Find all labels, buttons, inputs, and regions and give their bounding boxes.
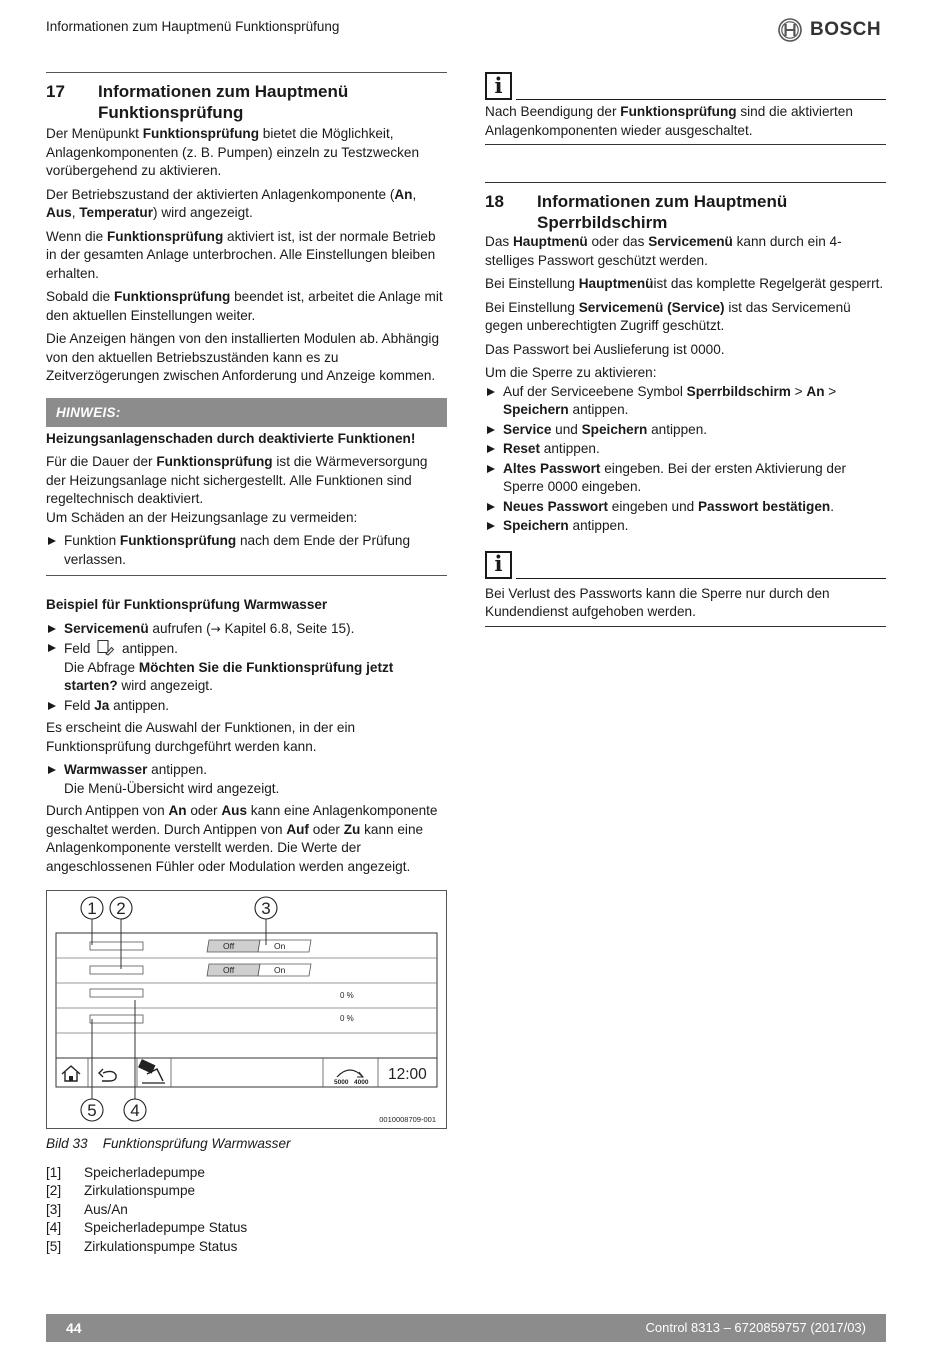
paragraph: Es erscheint die Auswahl der Funktionen, in der ein Funktionsprüfung durchgeführt werden kann.	[46, 720, 356, 754]
page-footer	[46, 1314, 886, 1342]
storage-pump-status-field	[90, 989, 143, 997]
percent-value-1: 0 %	[340, 991, 354, 1000]
toggle-off-label: Off	[223, 965, 235, 975]
callout-1	[81, 897, 103, 919]
list-item: Auf der Serviceebene Symbol Sperrbildschirm > An > Speichern antippen.	[485, 383, 886, 420]
list-item: Feld antippen. Die Abfrage Möchten Sie die Funktionsprüfung jetzt starten? wird angezeigt.	[46, 639, 447, 696]
paragraph: Das Hauptmenü oder das Servicemenü kann durch ein 4-stelliges Passwort geschützt werden.	[485, 234, 842, 268]
list-item: Speichern antippen.	[485, 517, 886, 536]
list-item: Servicemenü aufrufen (→ Kapitel 6.8, Seite 15).	[46, 620, 447, 639]
info-box-2	[485, 551, 886, 579]
dial-value-a: 5000	[334, 1079, 349, 1086]
bosch-logo	[778, 17, 888, 43]
svg-text:3: 3	[261, 899, 271, 918]
list-item: Service und Speichern antippen.	[485, 421, 886, 440]
info-icon: i	[485, 551, 512, 579]
toggle-row-1[interactable]	[207, 940, 311, 952]
notice-label: HINWEIS:	[46, 398, 447, 427]
figure-caption: Bild 33 Funktionsprüfung Warmwasser	[46, 1136, 291, 1151]
left-column	[46, 72, 447, 1256]
notice-box	[46, 427, 447, 577]
section-17-heading	[46, 73, 447, 123]
section-title: Informationen zum Hauptmenü Funktionsprüfung	[98, 82, 349, 122]
list-item: Reset antippen.	[485, 440, 886, 459]
section-title: Informationen zum Hauptmenü Sperrbildschirm	[537, 192, 788, 232]
section-number: 18	[485, 192, 504, 211]
svg-text:1: 1	[87, 899, 97, 918]
callout-2	[110, 897, 132, 919]
paragraph: Um Schäden an der Heizungsanlage zu vermeiden:	[46, 509, 358, 525]
toggle-off-label: Off	[223, 941, 235, 951]
storage-pump-field[interactable]	[90, 942, 143, 950]
clock-time: 12:00	[388, 1066, 427, 1083]
callout-3	[255, 897, 277, 919]
legend-item: [2] Zirkulationspumpe	[46, 1183, 196, 1198]
callout-5	[81, 1099, 103, 1121]
list-item: Altes Passwort eingeben. Bei der ersten Aktivierung der Sperre 0000 eingeben.	[485, 460, 886, 497]
paragraph: Der Menüpunkt Funktionsprüfung bietet die Möglichkeit, Anlagenkomponenten (z. B. Pumpen) einzeln zu Testzwecken vorübergehend zu aktivieren.	[46, 126, 420, 178]
svg-text:2: 2	[116, 899, 126, 918]
paragraph: Um die Sperre zu aktivieren:	[485, 365, 657, 380]
info-text: Nach Beendigung der Funktionsprüfung sind die aktivierten Anlagenkomponenten wieder ausgeschaltet.	[485, 104, 853, 138]
display-screen	[56, 933, 437, 1087]
legend-item: [4] Speicherladepumpe Status	[46, 1220, 248, 1235]
document-reference: Control 8313 – 6720859757 (2017/03)	[645, 1319, 866, 1335]
bosch-armature-icon	[778, 18, 802, 42]
running-header: Informationen zum Hauptmenü Funktionsprüfung	[46, 19, 340, 34]
paragraph: Das Passwort bei Auslieferung ist 0000.	[485, 341, 725, 357]
legend-item: [1] Speicherladepumpe	[46, 1164, 205, 1180]
svg-text:4: 4	[130, 1101, 140, 1120]
list-item: Funktion Funktionsprüfung nach dem Ende der Prüfung verlassen.	[46, 532, 447, 569]
list-item: Neues Passwort eingeben und Passwort bestätigen.	[485, 498, 886, 517]
section-18-heading	[485, 183, 886, 233]
callout-4	[124, 1099, 146, 1121]
figure-legend	[46, 1164, 447, 1257]
paragraph: Durch Antippen von An oder Aus kann eine Anlagenkomponente geschaltet werden. Durch Antippen von Auf oder Zu kann eine Anlagenkomponente verstellt werden. Die Werte der angeschlossenen Fühler oder Modulation werden angezeigt.	[46, 803, 438, 874]
paragraph: Wenn die Funktionsprüfung aktiviert ist, ist der normale Betrieb in der gesamten Anlage unterbrochen. Alle Einstellungen bleiben erhalten.	[46, 228, 436, 281]
percent-value-2: 0 %	[340, 1014, 354, 1023]
list-item: Feld Ja antippen.	[46, 697, 447, 716]
figure-33	[46, 890, 447, 1129]
section-number: 17	[46, 82, 65, 101]
info-icon: i	[485, 72, 512, 100]
paragraph: Bei Einstellung Servicemenü (Service) ist das Servicemenü gegen unberechtigten Zugriff geschützt.	[485, 299, 851, 333]
toggle-on-label: On	[274, 965, 286, 975]
legend-item: [3] Aus/An	[46, 1201, 128, 1217]
figure-code: 0010008709-001	[379, 1115, 436, 1124]
info-text: Bei Verlust des Passworts kann die Sperre nur durch den Kundendienst aufgehoben werden.	[485, 585, 830, 619]
field-edit-icon	[96, 639, 116, 656]
notice-headline: Heizungsanlagenschaden durch deaktivierte Funktionen!	[46, 430, 416, 446]
right-column	[485, 72, 886, 627]
legend-item: [5] Zirkulationspumpe Status	[46, 1238, 238, 1254]
list-item: Warmwasser antippen. Die Menü-Übersicht wird angezeigt.	[46, 761, 447, 798]
brand-name: BOSCH	[810, 18, 882, 40]
svg-text:5: 5	[87, 1101, 97, 1120]
toggle-row-2[interactable]	[207, 964, 311, 976]
paragraph: Bei Einstellung Hauptmenüist das komplette Regelgerät gesperrt.	[485, 276, 884, 291]
paragraph: Der Betriebszustand der aktivierten Anlagenkomponente (An, Aus, Temperatur) wird angezeigt.	[46, 186, 417, 220]
dial-value-b: 4000	[354, 1079, 369, 1086]
toggle-on-label: On	[274, 941, 286, 951]
circulation-pump-field[interactable]	[90, 966, 143, 974]
example-heading: Beispiel für Funktionsprüfung Warmwasser	[46, 597, 328, 612]
paragraph: Die Anzeigen hängen von den installierten Modulen ab. Abhängig von den aktuellen Betriebszuständen kann es zu Zeitverzögerungen zwischen Anforderung und Anzeige kommen.	[46, 331, 440, 383]
paragraph: Für die Dauer der Funktionsprüfung ist die Wärmeversorgung der Heizungsanlage nicht sichergestellt. Alle Funktionen sind regeltechnisch deaktiviert.	[46, 454, 428, 506]
page-number: 44	[66, 1319, 82, 1336]
paragraph: Sobald die Funktionsprüfung beendet ist, arbeitet die Anlage mit den aktuellen Einstellungen weiter.	[46, 289, 443, 323]
info-box-1	[485, 72, 886, 100]
